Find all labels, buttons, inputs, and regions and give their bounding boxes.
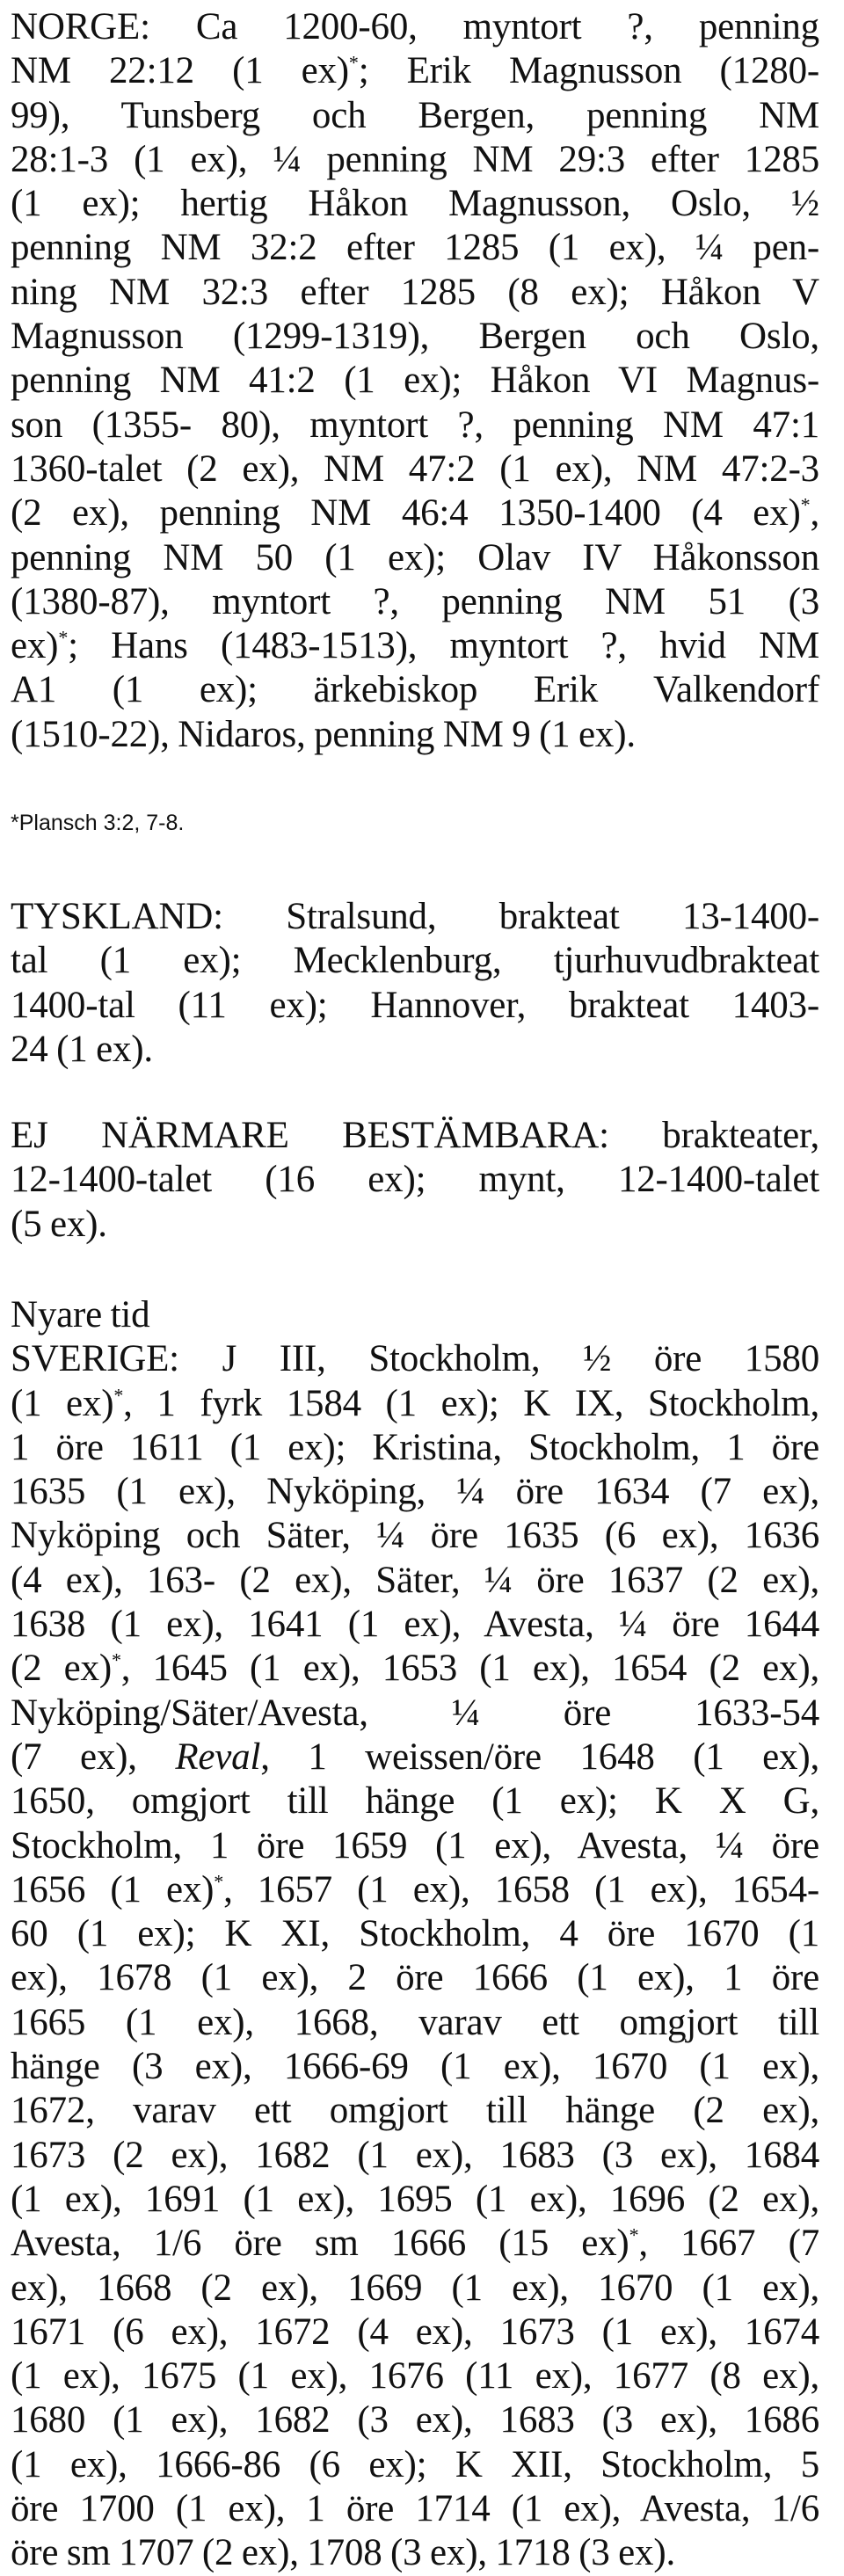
text-line: Nyare tid	[11, 1294, 150, 1335]
text-line: penning NM 50 (1 ex); Olav IV Håkonsson	[11, 536, 819, 579]
text-line: 1672, varav ett omgjort till hänge (2 ex),	[11, 2090, 819, 2132]
paragraph-norge	[11, 5, 819, 757]
text-line: 99), Tunsberg och Bergen, penning NM	[11, 94, 819, 136]
text-line: (1 ex); hertig Håkon Magnusson, Oslo, ½	[11, 183, 819, 225]
text-line: ex)*; Hans (1483-1513), myntort ?, hvid NM	[11, 625, 819, 667]
footnote: *Plansch 3:2, 7-8.	[11, 811, 185, 835]
text-line: 1673 (2 ex), 1682 (1 ex), 1683 (3 ex), 1684	[11, 2134, 819, 2176]
text-line: 28:1-3 (1 ex), ¼ penning NM 29:3 efter 1285	[11, 138, 819, 180]
text-line: penning NM 41:2 (1 ex); Håkon VI Magnus-	[11, 360, 819, 402]
text-line: (4 ex), 163- (2 ex), Säter, ¼ öre 1637 (2 ex),	[11, 1559, 819, 1601]
text-line: 1 öre 1611 (1 ex); Kristina, Stockholm, 1 öre	[11, 1426, 819, 1468]
text-line: Avesta, 1/6 öre sm 1666 (15 ex)*, 1667 (7	[11, 2223, 819, 2265]
text-line: Magnusson (1299-1319), Bergen och Oslo,	[11, 316, 819, 358]
text-line: 1400-tal (11 ex); Hannover, brakteat 1403-	[11, 984, 819, 1026]
text-line: (1 ex), 1666-86 (6 ex); K XII, Stockholm, 5	[11, 2443, 819, 2485]
text-line: (1 ex), 1691 (1 ex), 1695 (1 ex), 1696 (2 ex),	[11, 2178, 819, 2220]
text-line: (1510-22), Nidaros, penning NM 9 (1 ex).	[11, 713, 636, 755]
text-line: 1665 (1 ex), 1668, varav ett omgjort till	[11, 2001, 819, 2043]
text-line: ning NM 32:3 efter 1285 (8 ex); Håkon V	[11, 271, 819, 313]
paragraph-tyskland	[11, 895, 819, 1072]
text-line: 1360-talet (2 ex), NM 47:2 (1 ex), NM 47:2-3	[11, 448, 819, 490]
text-line: (1 ex)*, 1 fyrk 1584 (1 ex); K IX, Stockholm,	[11, 1382, 819, 1424]
text-line: TYSKLAND: Stralsund, brakteat 13-1400-	[11, 896, 819, 937]
text-line: EJ NÄRMARE BESTÄMBARA: brakteater,	[11, 1115, 819, 1156]
text-line: SVERIGE: J III, Stockholm, ½ öre 1580	[11, 1338, 819, 1380]
text-line: 1638 (1 ex), 1641 (1 ex), Avesta, ¼ öre 1644	[11, 1604, 819, 1646]
text-line: NM 22:12 (1 ex)*; Erik Magnusson (1280-	[11, 50, 819, 92]
text-line: Nyköping/Säter/Avesta, ¼ öre 1633-54	[11, 1692, 819, 1734]
text-line: 60 (1 ex); K XI, Stockholm, 4 öre 1670 (1	[11, 1913, 819, 1955]
text-line: (1 ex), 1675 (1 ex), 1676 (11 ex), 1677 (8 ex),	[11, 2355, 819, 2398]
text-line: öre sm 1707 (2 ex), 1708 (3 ex), 1718 (3 ex).	[11, 2532, 676, 2574]
text-line: 1635 (1 ex), Nyköping, ¼ öre 1634 (7 ex),	[11, 1471, 819, 1513]
text-line: Stockholm, 1 öre 1659 (1 ex), Avesta, ¼ öre	[11, 1824, 819, 1867]
text-line: öre 1700 (1 ex), 1 öre 1714 (1 ex), Avesta, 1/6	[11, 2488, 819, 2530]
paragraph-nyare-tid	[11, 1293, 819, 2576]
text-line: hänge (3 ex), 1666-69 (1 ex), 1670 (1 ex),	[11, 2046, 819, 2088]
text-line: 1680 (1 ex), 1682 (3 ex), 1683 (3 ex), 1686	[11, 2399, 819, 2441]
text-line: 12-1400-talet (16 ex); mynt, 12-1400-talet	[11, 1159, 819, 1201]
text-line: (5 ex).	[11, 1203, 107, 1245]
text-line: ex), 1678 (1 ex), 2 öre 1666 (1 ex), 1 öre	[11, 1957, 819, 1999]
text-line: son (1355- 80), myntort ?, penning NM 47:1	[11, 404, 819, 446]
text-line: ex), 1668 (2 ex), 1669 (1 ex), 1670 (1 ex),	[11, 2267, 819, 2309]
text-line: (1380-87), myntort ?, penning NM 51 (3	[11, 580, 819, 622]
paragraph-ej-narmare	[11, 1114, 819, 1247]
text-line: (7 ex), Reval, 1 weissen/öre 1648 (1 ex),	[11, 1736, 819, 1778]
text-line: penning NM 32:2 efter 1285 (1 ex), ¼ pen-	[11, 227, 819, 269]
text-line: 24 (1 ex).	[11, 1028, 153, 1070]
text-line: 1656 (1 ex)*, 1657 (1 ex), 1658 (1 ex), 1654-	[11, 1868, 819, 1910]
text-line: NORGE: Ca 1200-60, myntort ?, penning	[11, 6, 819, 47]
text-line: Nyköping och Säter, ¼ öre 1635 (6 ex), 1636	[11, 1515, 819, 1557]
text-line: 1671 (6 ex), 1672 (4 ex), 1673 (1 ex), 1674	[11, 2310, 819, 2353]
text-line: (2 ex), penning NM 46:4 1350-1400 (4 ex)*,	[11, 492, 819, 535]
text-line: tal (1 ex); Mecklenburg, tjurhuvudbrakteat	[11, 940, 819, 982]
text-line: 1650, omgjort till hänge (1 ex); K X G,	[11, 1780, 819, 1823]
text-line: (2 ex)*, 1645 (1 ex), 1653 (1 ex), 1654 (2 ex),	[11, 1648, 819, 1690]
text-line: A1 (1 ex); ärkebiskop Erik Valkendorf	[11, 669, 819, 711]
